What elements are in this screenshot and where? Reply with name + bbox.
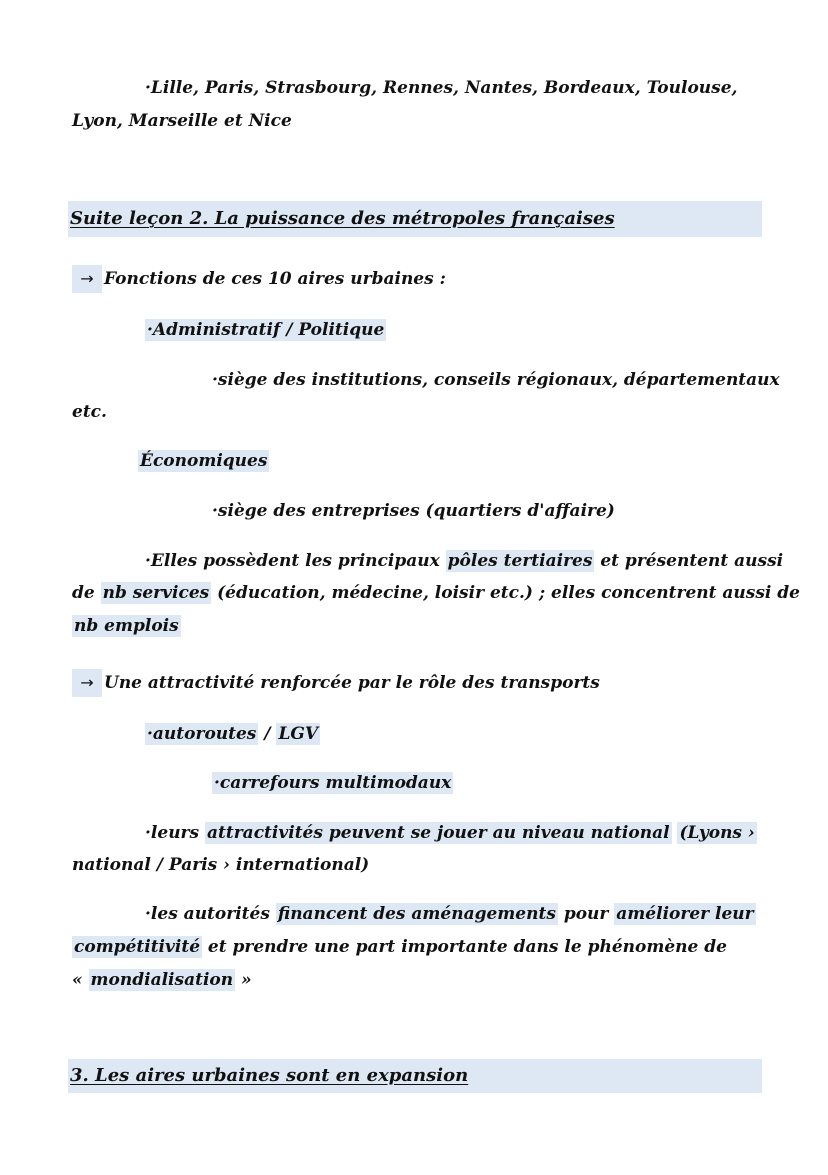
mondialisation-highlight: mondialisation <box>90 970 234 990</box>
section3-title: 3. Les aires urbaines sont en expansion <box>70 1065 469 1086</box>
national-prefix: ·leurs <box>145 823 205 843</box>
admin-label <box>145 316 386 344</box>
poles-highlight: pôles tertiaires <box>447 551 593 571</box>
autorites-mid: pour <box>557 904 615 924</box>
admin-label-text: ·Administratif / Politique <box>147 320 385 340</box>
carrefours-line <box>212 769 453 797</box>
lesson-heading <box>68 201 762 237</box>
ameliorer-highlight: améliorer leur <box>616 904 754 924</box>
transport-line <box>145 720 320 748</box>
autorites-line-2 <box>72 933 727 961</box>
intro-line-2: Lyon, Marseille et Nice <box>72 111 292 131</box>
lesson-title: Suite leçon 2. La puissance des métropoles françaises <box>70 208 615 229</box>
poles-line-1 <box>145 547 783 575</box>
poles-line-3 <box>72 612 181 640</box>
intro-line-1: ·Lille, Paris, Strasbourg, Rennes, Nantes, Bordeaux, Toulouse, <box>145 78 738 98</box>
section3-heading <box>68 1059 762 1093</box>
autorites-line-1 <box>145 900 756 928</box>
carrefours-highlight: ·carrefours multimodaux <box>214 773 452 793</box>
quote-open: « <box>72 970 89 990</box>
functions-title-text: Fonctions de ces 10 aires urbaines : <box>104 269 446 289</box>
attractivite-title <box>72 669 600 697</box>
eco-label-text: Économiques <box>140 451 268 471</box>
admin-detail-line-2: etc. <box>72 402 107 422</box>
admin-detail-line-1: ·siège des institutions, conseils régionaux, départementaux <box>212 370 780 390</box>
services-highlight: nb services <box>102 583 210 603</box>
eco-detail: ·siège des entreprises (quartiers d'affaire) <box>212 501 615 521</box>
poles-text-2: et présentent aussi <box>594 551 784 571</box>
national-line-2: national / Paris › international) <box>72 855 370 875</box>
transport-separator: / <box>258 724 277 744</box>
national-line-1 <box>145 819 757 847</box>
autoroutes-highlight: ·autoroutes <box>147 724 257 744</box>
lyons-highlight: (Lyons › <box>679 823 755 843</box>
national-highlight: attractivités peuvent se jouer au niveau national <box>207 823 670 843</box>
quote-close: » <box>235 970 252 990</box>
poles-text-1: ·Elles possèdent les principaux <box>145 551 446 571</box>
autorites-prefix: ·les autorités <box>145 904 276 924</box>
eco-label <box>138 447 269 475</box>
services-text: (éducation, médecine, loisir etc.) ; elles concentrent aussi de <box>211 583 801 603</box>
financent-highlight: financent des aménagements <box>277 904 556 924</box>
poles-line-2 <box>72 579 800 607</box>
functions-title <box>72 265 446 293</box>
services-prefix: de <box>72 583 101 603</box>
arrow-icon: → <box>72 265 102 293</box>
competitivite-highlight: compétitivité <box>74 937 201 957</box>
autorites-text: et prendre une part importante dans le phénomène de <box>202 937 727 957</box>
attractivite-title-text: Une attractivité renforcée par le rôle des transports <box>104 673 600 693</box>
autorites-line-3 <box>72 966 252 994</box>
lgv-highlight: LGV <box>278 724 319 744</box>
arrow-icon: → <box>72 669 102 697</box>
emplois-highlight: nb emplois <box>74 616 179 636</box>
